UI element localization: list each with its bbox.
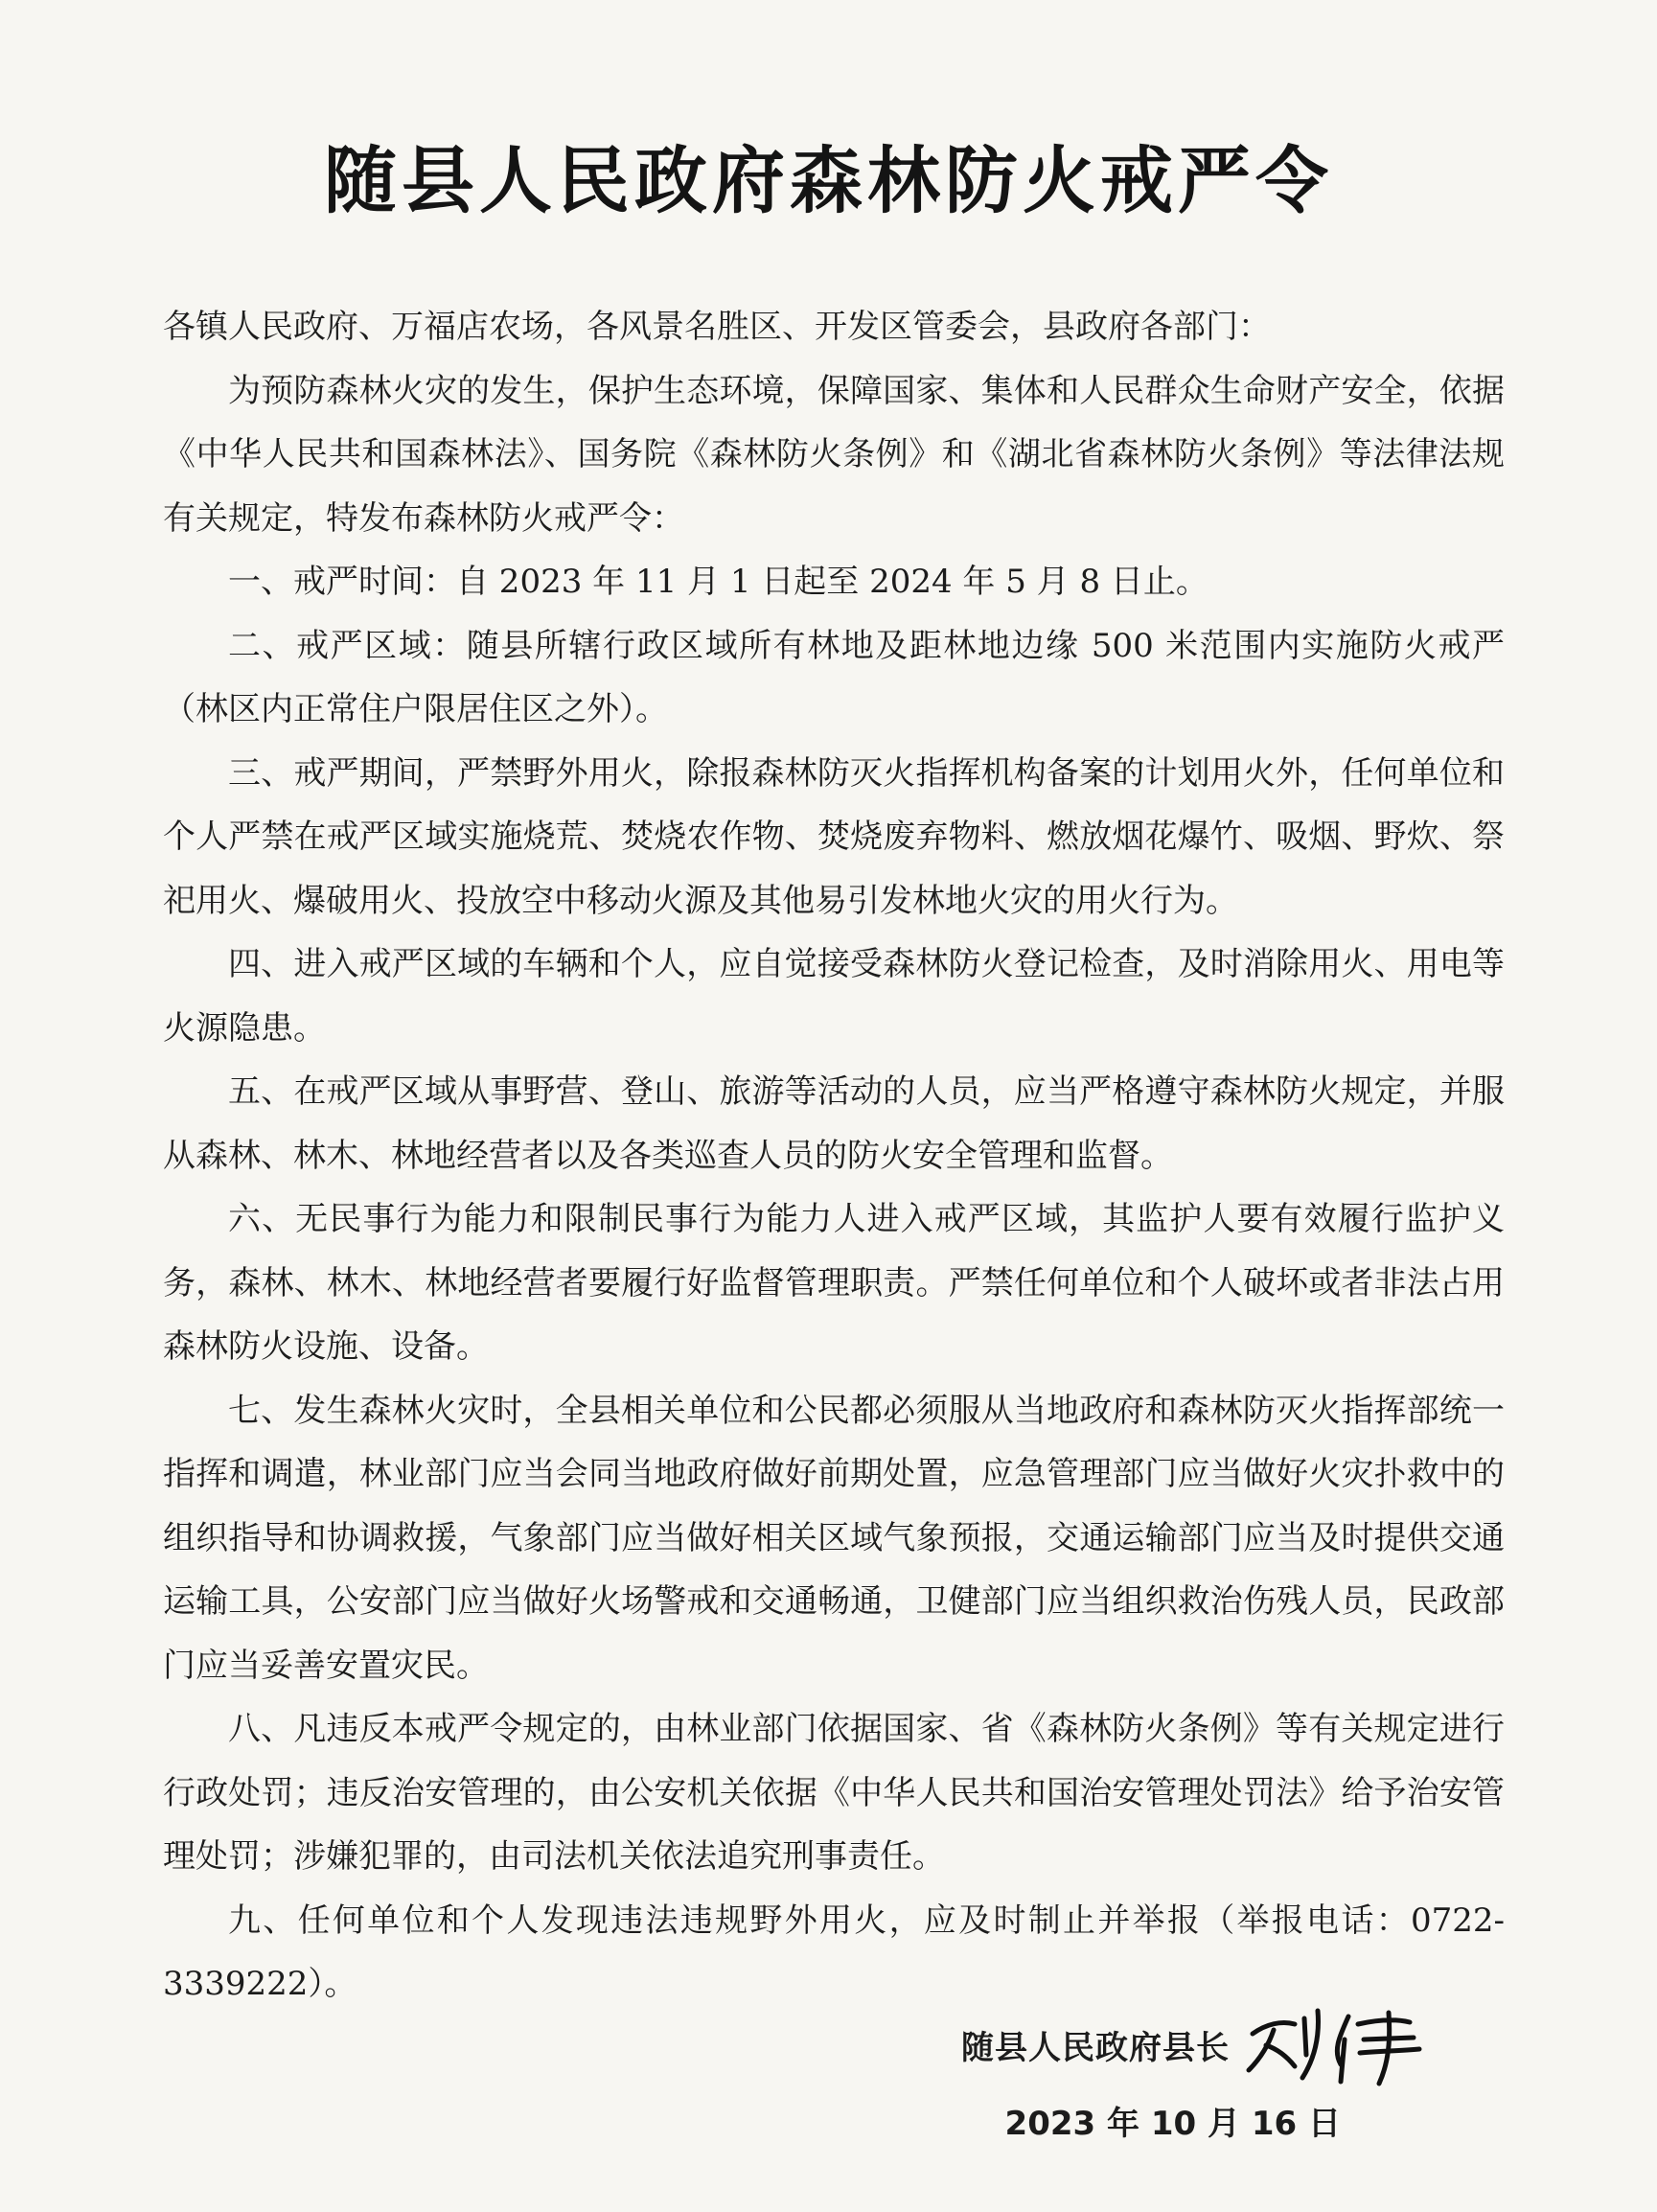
item-6: 六、无民事行为能力和限制民事行为能力人进入戒严区域，其监护人要有效履行监护义务，森林、林木、林地经营者要履行好监督管理职责。严禁任何单位和个人破坏或者非法占用森林防火设施、设备。 — [163, 1200, 1505, 1366]
document-title: 随县人民政府森林防火戒严令 — [324, 138, 1333, 223]
item-3: 三、戒严期间，严禁野外用火，除报森林防灭火指挥机构备案的计划用火外，任何单位和个人严禁在戒严区域实施烧荒、焚烧农作物、焚烧废弃物料、燃放烟花爆竹、吸烟、野炊、祭祀用火、爆破用火、投放空中移动火源及其他易引发林地火灾的用火行为。 — [163, 753, 1505, 920]
item-9: 九、任何单位和个人发现违法违规野外用火，应及时制止并举报（举报电话：0722-3339222）。 — [163, 1901, 1505, 2003]
item-8: 八、凡违反本戒严令规定的，由林业部门依据国家、省《森林防火条例》等有关规定进行行政处罚；违反治安管理的，由公安机关依据《中华人民共和国治安管理处罚法》给予治安管理处罚；涉嫌犯罪的，由司法机关依法追究刑事责任。 — [163, 1710, 1505, 1876]
item-5: 五、在戒严区域从事野营、登山、旅游等活动的人员，应当严格遵守森林防火规定，并服从森林、林木、林地经营者以及各类巡查人员的防火安全管理和监督。 — [163, 1072, 1505, 1175]
document-body — [163, 295, 1505, 2016]
item-7: 七、发生森林火灾时，全县相关单位和公民都必须服从当地政府和森林防灭火指挥部统一指挥和调遣，林业部门应当会同当地政府做好前期处置，应急管理部门应当做好火灾扑救中的组织指导和协调救援，气象部门应当做好相关区域气象预报，交通运输部门应当及时提供交通运输工具，公安部门应当做好火场警戒和交通畅通，卫健部门应当组织救治伤残人员，民政部门应当妥善安置灾民。 — [163, 1391, 1505, 1685]
item-4: 四、进入戒严区域的车辆和个人，应自觉接受森林防火登记检查，及时消除用火、用电等火源隐患。 — [163, 945, 1505, 1048]
document-date: 2023 年 10 月 16 日 — [1004, 2105, 1341, 2143]
item-1: 一、戒严时间：自 2023 年 11 月 1 日起至 2024 年 5 月 8 日止。 — [228, 563, 1208, 601]
handwritten-signature — [1245, 2001, 1437, 2087]
signature-block — [961, 2001, 1437, 2087]
intro-paragraph: 为预防森林火灾的发生，保护生态环境，保障国家、集体和人民群众生命财产安全，依据《中华人民共和国森林法》、国务院《森林防火条例》和《湖北省森林防火条例》等法律法规有关规定，特发布森林防火戒严令： — [163, 371, 1505, 538]
signatory-title: 随县人民政府县长 — [961, 2028, 1230, 2067]
item-2: 二、戒严区域：随县所辖行政区域所有林地及距林地边缘 500 米范围内实施防火戒严（林区内正常住户限居住区之外）。 — [163, 626, 1505, 728]
addressee: 各镇人民政府、万福店农场，各风景名胜区、开发区管委会，县政府各部门： — [163, 308, 1271, 346]
